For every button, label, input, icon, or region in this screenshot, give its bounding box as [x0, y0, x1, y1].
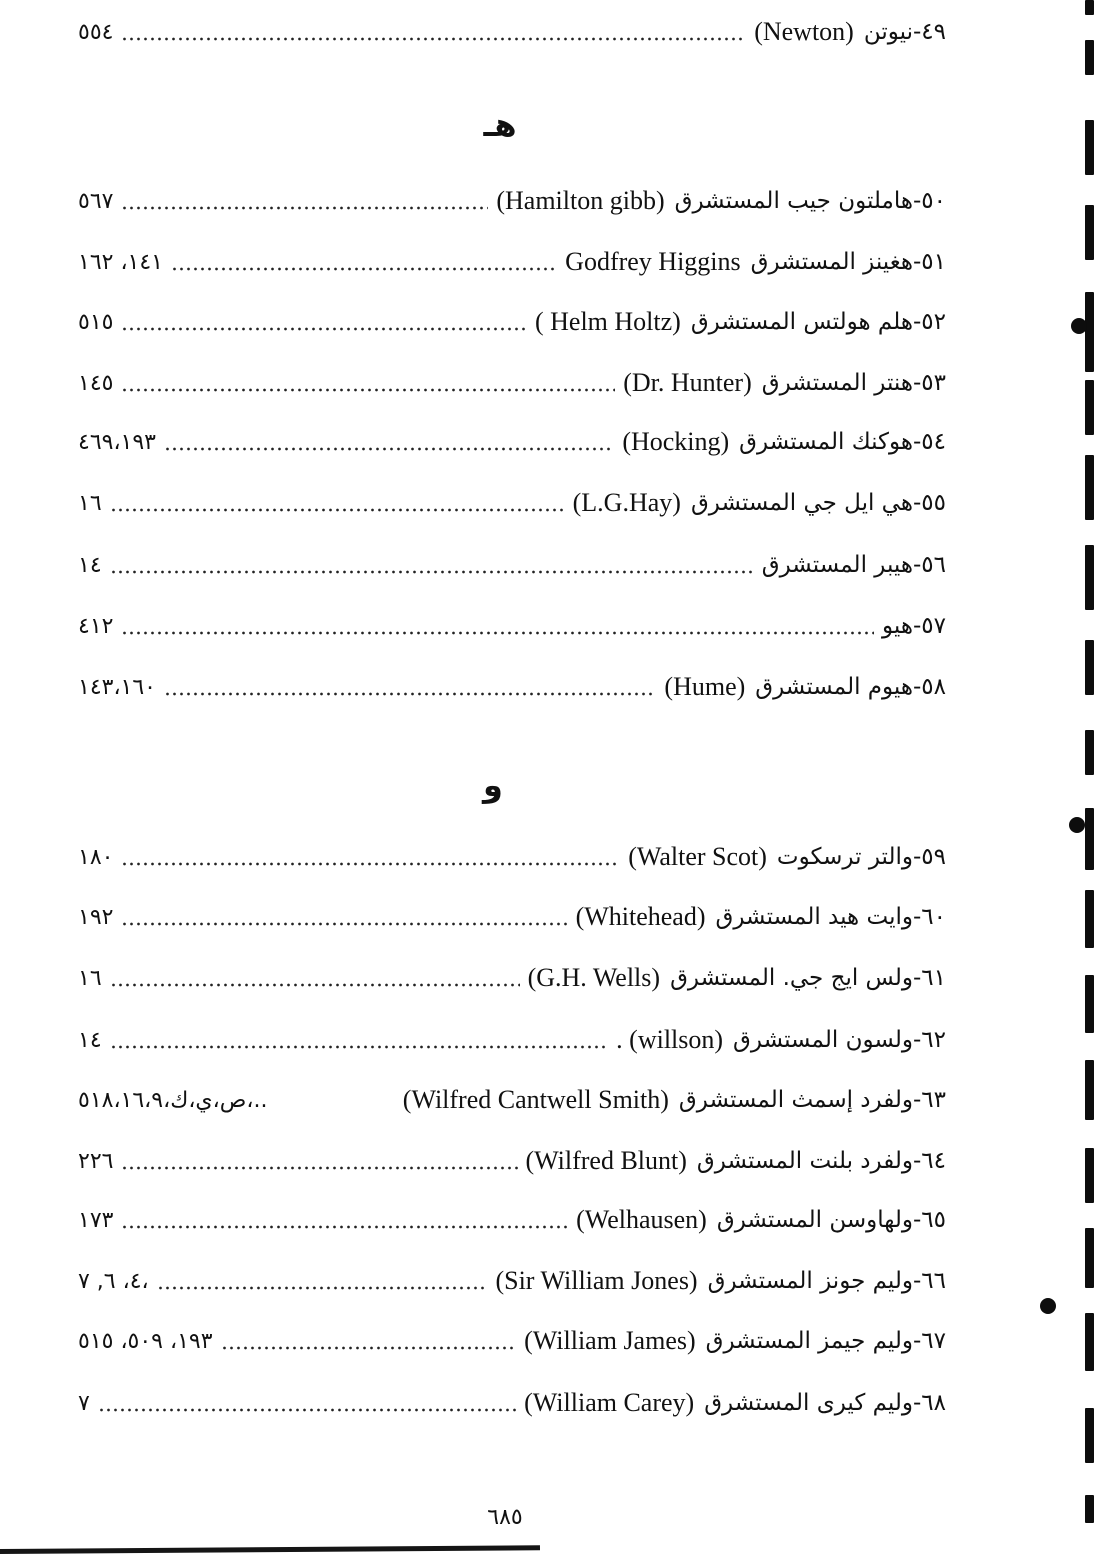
page-number: ٦٨٥ — [487, 1505, 523, 1530]
index-entry — [78, 181, 946, 221]
entry-pages: ٥٥٤ — [78, 19, 114, 45]
entry-latin-name: (William Carey) — [524, 1388, 695, 1417]
entry-pages: ٥١٥ ،٥٠٩ ،١٩٣ — [78, 1328, 213, 1354]
entry-arabic-name: ٦٨-وليم كيرى المستشرق — [704, 1390, 946, 1416]
dot-leader — [164, 447, 614, 451]
dot-leader — [121, 631, 874, 635]
entry-latin-name: (Sir William Jones) — [495, 1266, 698, 1295]
dot-leader — [157, 1286, 488, 1290]
entry-arabic-name: ٥٢-هلم هولتس المستشرق — [690, 309, 946, 335]
entry-arabic-name: ٦٠-وايت هيد المستشرق — [715, 904, 946, 930]
scan-mark — [1085, 380, 1094, 435]
scan-mark — [1085, 1313, 1094, 1371]
dot-leader — [121, 1225, 568, 1229]
entry-arabic-name: ٥١-هغينز المستشرق — [750, 249, 946, 275]
entry-latin-name: (Newton) — [754, 17, 854, 46]
entry-arabic-name: ٦٧-وليم جيمز المستشرق — [705, 1328, 946, 1354]
entry-latin-name: (L.G.Hay) — [572, 488, 681, 517]
entry-latin-name: (Hamilton gibb) — [496, 186, 665, 215]
index-entry — [78, 1080, 946, 1120]
scan-dot — [1071, 318, 1087, 334]
entry-arabic-name: ٥٨-هيوم المستشرق — [755, 674, 946, 700]
index-entry — [78, 1383, 946, 1423]
leader-spacer — [275, 1105, 394, 1109]
entry-arabic-name: ٦٤-ولفرد بلنت المستشرق — [696, 1148, 946, 1174]
entry-arabic-name: ٦٥-ولهاوسن المستشرق — [716, 1207, 946, 1233]
index-entry — [78, 958, 946, 998]
entry-arabic-name: ٥٧-هيو — [882, 613, 946, 639]
entry-pages: ٤٦٩،١٩٣ — [78, 429, 156, 455]
entry-latin-name: (G.H. Wells) — [527, 963, 661, 992]
index-entry — [78, 363, 946, 403]
entry-latin-name: (Wilfred Blunt) — [525, 1146, 687, 1175]
entry-latin-name: (William James) — [524, 1326, 696, 1355]
dot-leader — [110, 983, 520, 987]
entry-latin-name: Godfrey Higgins — [565, 247, 741, 276]
index-entry — [78, 667, 946, 707]
scan-mark — [1085, 1228, 1094, 1288]
scan-page-edge — [0, 1545, 540, 1554]
scan-mark — [1085, 1148, 1094, 1203]
entry-arabic-name: ٥٦-هيبر المستشرق — [761, 552, 946, 578]
scan-mark — [1085, 975, 1094, 1033]
dot-leader — [221, 1346, 517, 1350]
index-entry — [78, 302, 946, 342]
dot-leader — [121, 388, 615, 392]
entry-pages: ٧ ,٦ ،٤، — [78, 1268, 149, 1294]
scan-mark — [1085, 205, 1094, 260]
entry-pages: ١٦٢ ،١٤١ — [78, 249, 163, 275]
index-entry — [78, 1261, 946, 1301]
dot-leader — [171, 267, 557, 271]
entry-pages: ٢٢٦ — [78, 1148, 114, 1174]
entry-pages: ١٤٣،١٦٠ — [78, 674, 156, 700]
index-entry — [78, 1200, 946, 1240]
dot-leader — [121, 206, 488, 210]
index-entry — [78, 242, 946, 282]
scan-dot — [1040, 1298, 1056, 1314]
scan-mark — [1085, 0, 1094, 15]
dot-leader — [121, 1166, 517, 1170]
dot-leader — [121, 327, 527, 331]
index-entry — [78, 1321, 946, 1361]
section-letter-heading: هـ — [483, 106, 517, 144]
scan-dot — [1069, 817, 1085, 833]
section-letter-heading: و — [483, 766, 503, 804]
entry-latin-name: (Hocking) — [622, 427, 730, 456]
index-entry — [78, 545, 946, 585]
entry-arabic-name: ٤٩-نيوتن — [863, 19, 946, 45]
entry-arabic-name: ٥٤-هوكنك المستشرق — [739, 429, 946, 455]
entry-pages: ٤١٢ — [78, 613, 114, 639]
index-entry — [78, 1141, 946, 1181]
entry-pages: ١٤ — [78, 1027, 102, 1053]
dot-leader — [121, 922, 567, 926]
scan-mark — [1085, 1495, 1094, 1523]
scan-mark — [1085, 640, 1094, 695]
entry-arabic-name: ٥٣-هنتر المستشرق — [761, 370, 946, 396]
scan-mark — [1085, 40, 1094, 75]
dot-leader — [110, 570, 754, 574]
dot-leader — [110, 1045, 609, 1049]
dot-leader — [164, 692, 656, 696]
entry-pages: ١٤ — [78, 552, 102, 578]
entry-arabic-name: ٦٦-وليم جونز المستشرق — [707, 1268, 946, 1294]
dot-leader — [121, 862, 620, 866]
entry-latin-name: (Hume) — [664, 672, 746, 701]
index-entry — [78, 837, 946, 877]
entry-pages: ١٦ — [78, 490, 102, 516]
entry-pages: ١٨٠ — [78, 844, 114, 870]
entry-pages: ٧ — [78, 1390, 90, 1416]
entry-latin-name: (Wilfred Cantwell Smith) — [402, 1085, 669, 1114]
entry-latin-name: (Whitehead) — [575, 902, 706, 931]
entry-arabic-name: ٥٥-هي ايل جي المستشرق — [690, 490, 946, 516]
entry-pages: ٥١٥ — [78, 309, 114, 335]
scan-mark — [1085, 545, 1094, 610]
scan-mark — [1085, 120, 1094, 175]
scan-mark — [1085, 455, 1094, 520]
scan-mark — [1085, 808, 1094, 870]
entry-latin-name: (Walter Scot) — [628, 842, 767, 871]
scan-mark — [1085, 730, 1094, 775]
index-entry — [78, 483, 946, 523]
entry-arabic-name: ٦٢-ولسون المستشرق — [733, 1027, 946, 1053]
entry-arabic-name: ٥٠-هاملتون جيب المستشرق — [674, 188, 946, 214]
entry-pages: ٥٦٧ — [78, 188, 114, 214]
dot-leader — [121, 37, 746, 41]
entry-latin-name: ( Helm Holtz) — [534, 307, 681, 336]
scan-mark — [1085, 292, 1094, 372]
dot-leader — [110, 508, 565, 512]
scan-mark — [1085, 890, 1094, 948]
entry-pages: ١٦ — [78, 965, 102, 991]
dot-leader — [98, 1408, 516, 1412]
entry-pages: ١٧٣ — [78, 1207, 114, 1233]
entry-pages: ١٩٢ — [78, 904, 114, 930]
index-entry — [78, 606, 946, 646]
scan-mark — [1085, 1408, 1094, 1463]
entry-latin-name: . (willson) — [616, 1025, 724, 1054]
scan-mark — [1085, 1060, 1094, 1120]
index-entry — [78, 422, 946, 462]
entry-arabic-name: ٥٩-والتر ترسكوت — [776, 844, 946, 870]
index-entry — [78, 12, 946, 52]
entry-arabic-name: ٦١-ولس ايج جي. المستشرق — [670, 965, 946, 991]
index-entry — [78, 1020, 946, 1060]
index-entry — [78, 897, 946, 937]
entry-latin-name: (Dr. Hunter) — [623, 368, 752, 397]
entry-latin-name: (Welhausen) — [576, 1205, 707, 1234]
entry-pages: ١٤٥ — [78, 370, 114, 396]
entry-arabic-name: ٦٣-ولفرد إسمث المستشرق — [678, 1087, 946, 1113]
entry-pages: ٥١٨،١٦،٩،ك،ي،ص،.. — [78, 1087, 268, 1113]
